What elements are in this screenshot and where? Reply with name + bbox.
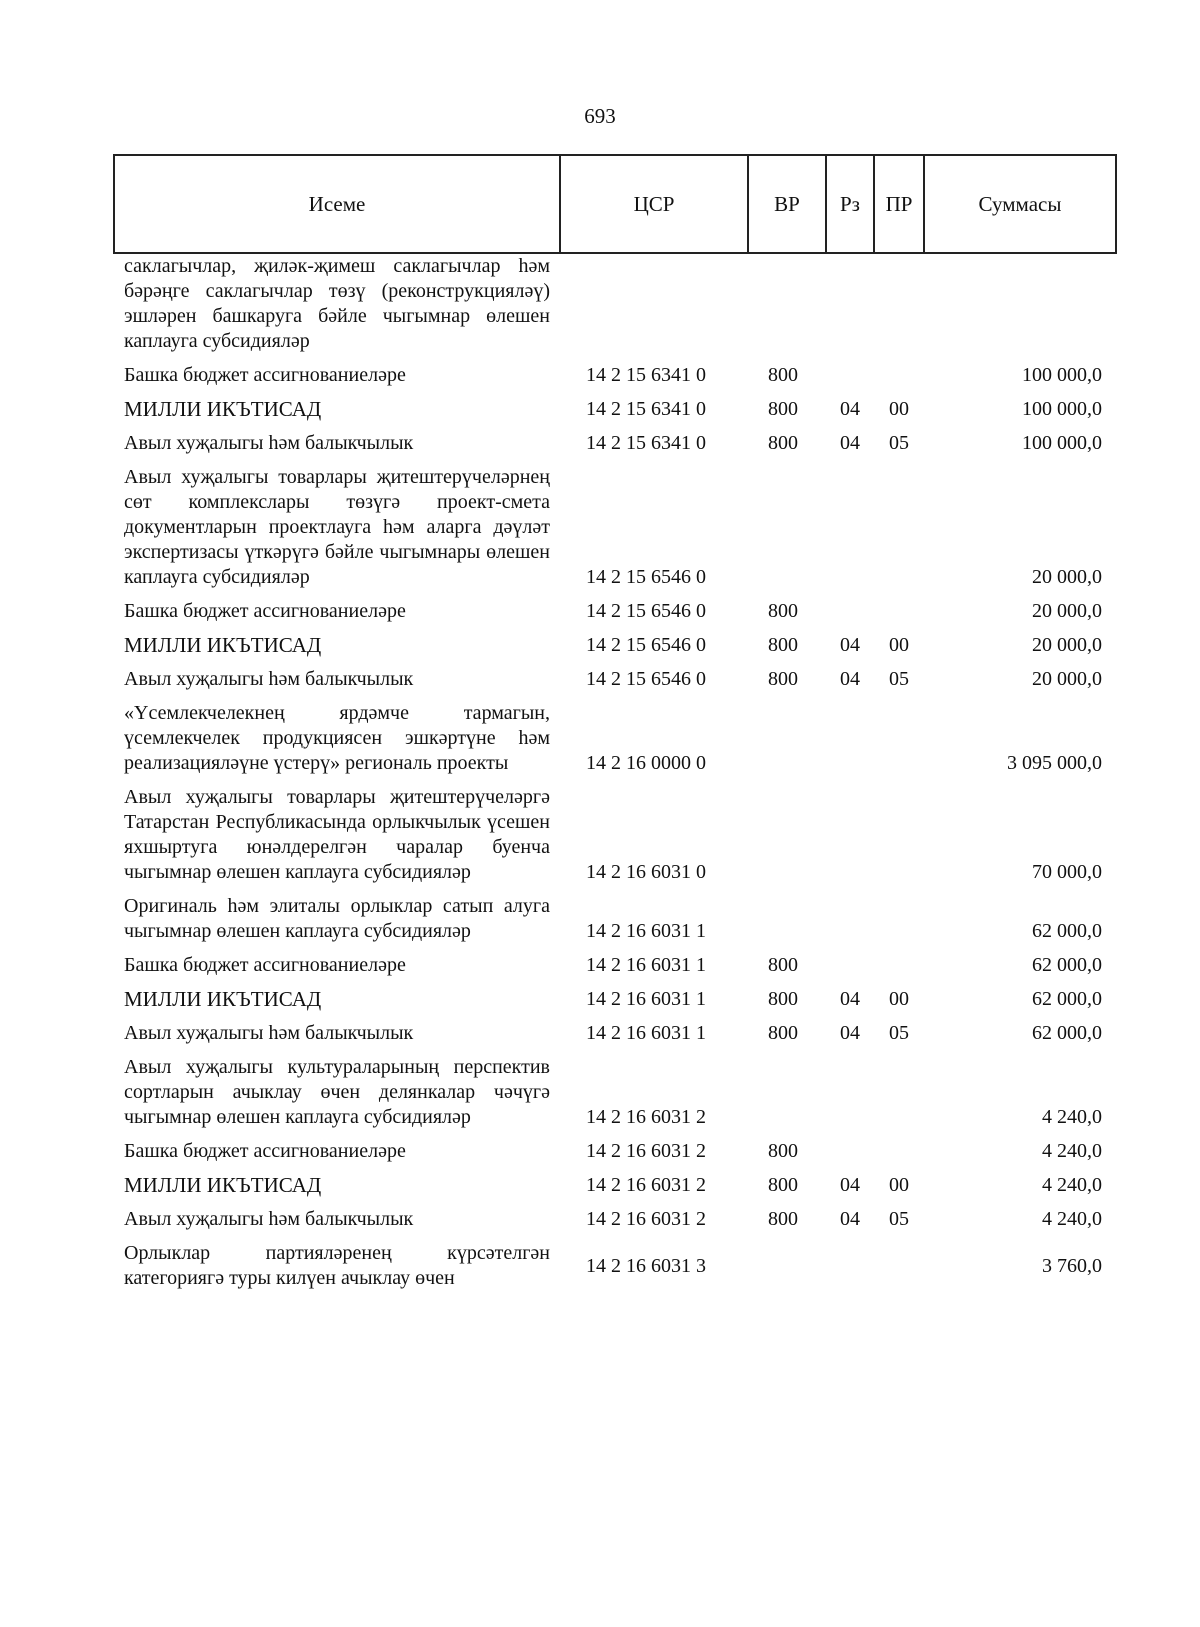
cell-pr: 05 — [889, 1208, 909, 1230]
cell-vr: 800 — [768, 432, 798, 454]
table-row — [114, 1164, 1116, 1198]
cell-name: саклагычлар, җиләк-җимеш саклагычлар һәм бәрәңге саклагычлар төзү (реконструкцияләү) эшләрен башкаруга бәйле чыгымнар өлешен каплауга субсидияләр — [124, 255, 550, 352]
cell-sum: 62 000,0 — [1032, 954, 1102, 976]
table-row — [114, 590, 1116, 624]
budget-table — [113, 154, 1117, 1291]
cell-vr: 800 — [768, 988, 798, 1010]
cell-pr — [874, 1046, 924, 1130]
table-row — [114, 354, 1116, 388]
cell-sum: 3 095 000,0 — [1007, 752, 1102, 774]
table-row — [114, 1012, 1116, 1046]
cell-vr: 800 — [768, 364, 798, 386]
column-header-name: Исеме — [114, 155, 560, 253]
cell-rz — [826, 692, 874, 776]
cell-vr: 800 — [768, 1140, 798, 1162]
cell-rz — [826, 1130, 874, 1164]
cell-sum: 62 000,0 — [1032, 920, 1102, 942]
table-row — [114, 253, 1116, 354]
cell-pr — [874, 885, 924, 944]
cell-sum: 20 000,0 — [1032, 634, 1102, 656]
cell-csr: 14 2 16 6031 1 — [586, 920, 706, 942]
column-header-pr: ПР — [874, 155, 924, 253]
table-row — [114, 944, 1116, 978]
table-row — [114, 978, 1116, 1012]
cell-vr: 800 — [768, 1208, 798, 1230]
table-row — [114, 658, 1116, 692]
cell-csr: 14 2 16 0000 0 — [586, 752, 706, 774]
cell-csr: 14 2 16 6031 1 — [586, 1022, 706, 1044]
cell-vr — [748, 456, 826, 590]
cell-csr: 14 2 16 6031 2 — [586, 1106, 706, 1128]
cell-vr — [748, 1232, 826, 1291]
cell-name: Авыл хуҗалыгы һәм балыкчылык — [124, 432, 414, 454]
cell-rz: 04 — [840, 988, 860, 1010]
cell-name: МИЛЛИ ИКЪТИСАД — [124, 633, 322, 657]
cell-pr: 00 — [889, 1174, 909, 1196]
cell-sum: 62 000,0 — [1032, 1022, 1102, 1044]
column-header-csr: ЦСР — [560, 155, 748, 253]
cell-sum: 100 000,0 — [1022, 432, 1102, 454]
cell-pr — [874, 1130, 924, 1164]
cell-name: Авыл хуҗалыгы һәм балыкчылык — [124, 1208, 414, 1230]
cell-pr — [874, 354, 924, 388]
cell-pr — [874, 776, 924, 885]
table-row — [114, 885, 1116, 944]
cell-csr: 14 2 15 6341 0 — [586, 398, 706, 420]
cell-rz — [826, 1046, 874, 1130]
cell-pr — [874, 1232, 924, 1291]
budget-table-container — [113, 154, 1115, 1291]
cell-rz: 04 — [840, 668, 860, 690]
cell-pr: 00 — [889, 398, 909, 420]
table-row — [114, 1232, 1116, 1291]
table-header-row — [114, 155, 1116, 253]
cell-pr — [874, 253, 924, 354]
cell-csr: 14 2 16 6031 3 — [586, 1254, 706, 1277]
cell-name: МИЛЛИ ИКЪТИСАД — [124, 397, 322, 421]
cell-rz — [826, 456, 874, 590]
cell-csr: 14 2 16 6031 2 — [586, 1140, 706, 1162]
page-number: 693 — [584, 104, 616, 128]
column-header-rz: Рз — [826, 155, 874, 253]
cell-csr — [560, 253, 748, 354]
column-header-sum: Суммасы — [924, 155, 1116, 253]
cell-rz — [826, 590, 874, 624]
cell-csr: 14 2 16 6031 0 — [586, 861, 706, 883]
table-body — [114, 253, 1116, 1291]
table-row — [114, 456, 1116, 590]
cell-rz — [826, 354, 874, 388]
cell-pr — [874, 944, 924, 978]
cell-name: Авыл хуҗалыгы һәм балыкчылык — [124, 668, 414, 690]
cell-vr — [748, 692, 826, 776]
cell-vr — [748, 885, 826, 944]
cell-csr: 14 2 15 6546 0 — [586, 634, 706, 656]
cell-rz — [826, 885, 874, 944]
table-row — [114, 692, 1116, 776]
cell-pr — [874, 692, 924, 776]
cell-pr: 05 — [889, 668, 909, 690]
cell-vr — [748, 776, 826, 885]
cell-name: Авыл хуҗалыгы культураларының перспектив сортларын ачыклау өчен делянкалар чәчүгә чыгымнар өлешен каплауга субсидияләр — [124, 1056, 550, 1128]
cell-vr: 800 — [768, 600, 798, 622]
cell-pr: 05 — [889, 432, 909, 454]
cell-csr: 14 2 15 6546 0 — [586, 668, 706, 690]
cell-sum: 100 000,0 — [1022, 364, 1102, 386]
cell-sum — [924, 253, 1116, 354]
cell-rz — [826, 1232, 874, 1291]
cell-name: Башка бюджет ассигнованиеләре — [124, 600, 406, 622]
cell-csr: 14 2 15 6546 0 — [586, 566, 706, 588]
cell-sum: 3 760,0 — [1042, 1254, 1102, 1277]
cell-csr: 14 2 16 6031 1 — [586, 954, 706, 976]
cell-rz: 04 — [840, 634, 860, 656]
cell-sum: 20 000,0 — [1032, 566, 1102, 588]
table-row — [114, 388, 1116, 422]
table-row — [114, 1046, 1116, 1130]
cell-vr — [748, 1046, 826, 1130]
cell-pr — [874, 456, 924, 590]
cell-csr: 14 2 16 6031 1 — [586, 988, 706, 1010]
cell-sum: 4 240,0 — [1042, 1106, 1102, 1128]
cell-sum: 100 000,0 — [1022, 398, 1102, 420]
cell-vr: 800 — [768, 398, 798, 420]
cell-sum: 4 240,0 — [1042, 1174, 1102, 1196]
cell-sum: 62 000,0 — [1032, 988, 1102, 1010]
table-row — [114, 1130, 1116, 1164]
cell-name: «Үсемлекчелекнең ярдәмче тармагын, үсемлекчелек продукциясен эшкәртүне һәм реализацияләүне үстерү» региональ проекты — [124, 702, 550, 774]
cell-name: Башка бюджет ассигнованиеләре — [124, 954, 406, 976]
cell-name: МИЛЛИ ИКЪТИСАД — [124, 1173, 322, 1197]
cell-vr — [748, 253, 826, 354]
cell-csr: 14 2 15 6546 0 — [586, 600, 706, 622]
table-row — [114, 624, 1116, 658]
cell-sum: 70 000,0 — [1032, 861, 1102, 883]
cell-vr: 800 — [768, 954, 798, 976]
cell-rz: 04 — [840, 432, 860, 454]
table-row — [114, 1198, 1116, 1232]
cell-sum: 4 240,0 — [1042, 1208, 1102, 1230]
cell-pr: 00 — [889, 988, 909, 1010]
column-header-vr: ВР — [748, 155, 826, 253]
cell-rz — [826, 944, 874, 978]
cell-rz: 04 — [840, 1174, 860, 1196]
cell-pr: 05 — [889, 1022, 909, 1044]
cell-name: Башка бюджет ассигнованиеләре — [124, 364, 406, 386]
cell-pr — [874, 590, 924, 624]
cell-csr: 14 2 16 6031 2 — [586, 1174, 706, 1196]
cell-pr: 00 — [889, 634, 909, 656]
table-row — [114, 776, 1116, 885]
cell-sum: 4 240,0 — [1042, 1140, 1102, 1162]
cell-vr: 800 — [768, 1022, 798, 1044]
cell-vr: 800 — [768, 1174, 798, 1196]
cell-rz: 04 — [840, 1208, 860, 1230]
cell-csr: 14 2 15 6341 0 — [586, 432, 706, 454]
cell-name: Орлыклар партияләренең күрсәтелгән категориягә туры килүен ачыклау өчен — [124, 1242, 550, 1289]
cell-sum: 20 000,0 — [1032, 668, 1102, 690]
table-row — [114, 422, 1116, 456]
cell-name: Авыл хуҗалыгы товарлары җитештерүчеләрнең сөт комплекслары төзүгә проект-смета документларын проектлауга һәм аларга дәүләт экспертизасы үткәрүгә бәйле чыгымнары өлешен каплауга субсидияләр — [124, 466, 550, 588]
cell-sum: 20 000,0 — [1032, 600, 1102, 622]
cell-csr: 14 2 15 6341 0 — [586, 364, 706, 386]
cell-name: Башка бюджет ассигнованиеләре — [124, 1140, 406, 1162]
cell-rz: 04 — [840, 1022, 860, 1044]
cell-csr: 14 2 16 6031 2 — [586, 1208, 706, 1230]
cell-rz: 04 — [840, 398, 860, 420]
cell-vr: 800 — [768, 668, 798, 690]
cell-name: МИЛЛИ ИКЪТИСАД — [124, 987, 322, 1011]
cell-vr: 800 — [768, 634, 798, 656]
cell-name: Авыл хуҗалыгы һәм балыкчылык — [124, 1022, 414, 1044]
cell-rz — [826, 253, 874, 354]
cell-rz — [826, 776, 874, 885]
cell-name: Авыл хуҗалыгы товарлары җитештерүчеләргә Татарстан Республикасында орлыкчылык үсешен яхшыртуга юнәлдерелгән чаралар буенча чыгымнар өлешен каплауга субсидияләр — [124, 786, 550, 883]
cell-name: Оригиналь һәм элиталы орлыклар сатып алуга чыгымнар өлешен каплауга субсидияләр — [124, 895, 550, 942]
